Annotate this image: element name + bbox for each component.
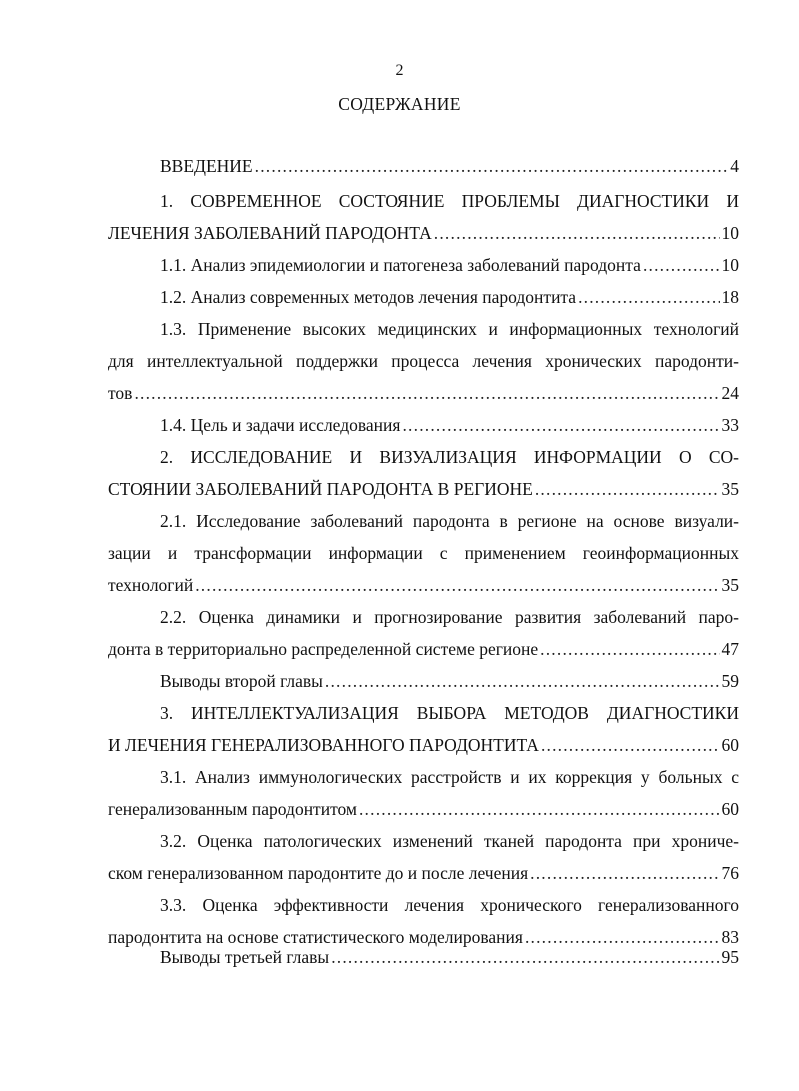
toc-entry-text: Выводы третьей главы	[160, 947, 330, 967]
toc-entry-line-continued	[160, 605, 739, 629]
toc-entry-line	[108, 733, 739, 757]
toc-page-number: 83	[721, 927, 739, 947]
toc-entry-text: 1.1. Анализ эпидемиологии и патогенеза заболеваний пародонта	[160, 255, 641, 275]
page-title: СОДЕРЖАНИЕ	[338, 94, 461, 114]
toc-entry-line-continued	[108, 541, 739, 565]
toc-page-number: 60	[721, 735, 739, 755]
dot-leader	[643, 253, 720, 277]
toc-page-number: 59	[721, 671, 739, 691]
toc-entry-line	[108, 221, 739, 245]
toc-page-number: 33	[721, 415, 739, 435]
dot-leader	[530, 861, 719, 885]
toc-entry-line	[108, 861, 739, 885]
toc-entry-text: ВВЕДЕНИЕ	[160, 156, 253, 176]
toc-entry-line	[160, 154, 739, 178]
toc-entry-line-continued	[160, 317, 739, 341]
toc-page-number: 10	[721, 223, 739, 243]
toc-entry-line-continued	[160, 701, 739, 725]
toc-entry-line	[108, 381, 739, 405]
page-number: 2	[395, 62, 404, 79]
toc-entry-line	[160, 413, 739, 437]
toc-entry-text: 3. ИНТЕЛЛЕКТУАЛИЗАЦИЯ ВЫБОРА МЕТОДОВ ДИАГНОСТИКИ	[160, 703, 739, 723]
toc-entry-line	[160, 285, 739, 309]
toc-page-number: 35	[721, 479, 739, 499]
toc-entry-text: 3.2. Оценка патологических изменений тканей пародонта при хрониче-	[160, 831, 739, 851]
dot-leader	[359, 797, 720, 821]
toc-page-number: 18	[721, 287, 739, 307]
toc-entry-text: 2. ИССЛЕДОВАНИЕ И ВИЗУАЛИЗАЦИЯ ИНФОРМАЦИИ О СО-	[160, 447, 739, 467]
dot-leader	[535, 477, 720, 501]
toc-entry-text: Выводы второй главы	[160, 671, 323, 691]
dot-leader	[540, 637, 719, 661]
toc-entry-line-continued	[160, 509, 739, 533]
toc-entry-text: 2.1. Исследование заболеваний пародонта в регионе на основе визуали-	[160, 511, 739, 531]
toc-entry-line-continued	[160, 189, 739, 213]
toc-entry-text: ЛЕЧЕНИЯ ЗАБОЛЕВАНИЙ ПАРОДОНТА	[108, 223, 432, 243]
toc-entry-line-continued	[108, 349, 739, 373]
toc-entry-line	[108, 477, 739, 501]
dot-leader	[195, 573, 719, 597]
toc-entry-text: пародонтита на основе статистического моделирования	[108, 927, 523, 947]
toc-page-number: 24	[721, 383, 739, 403]
toc-entry-line-continued	[160, 445, 739, 469]
toc-entry-text: СТОЯНИИ ЗАБОЛЕВАНИЙ ПАРОДОНТА В РЕГИОНЕ	[108, 479, 533, 499]
toc-entry-line-continued	[160, 893, 739, 917]
toc-page-number: 4	[730, 156, 739, 176]
dot-leader	[541, 733, 720, 757]
toc-page-number: 76	[721, 863, 739, 883]
toc-entry-line	[108, 573, 739, 597]
toc-entry-text: для интеллектуальной поддержки процесса лечения хронических пародонти-	[108, 351, 739, 371]
toc-entry-line	[160, 253, 739, 277]
dot-leader	[134, 381, 719, 405]
dot-leader	[434, 221, 720, 245]
toc-entry-text: 1.3. Применение высоких медицинских и информационных технологий	[160, 319, 739, 339]
dot-leader	[402, 413, 719, 437]
toc-entry-text: 3.3. Оценка эффективности лечения хронического генерализованного	[160, 895, 739, 915]
toc-entry-line	[108, 637, 739, 661]
toc-entry-text: 1. СОВРЕМЕННОЕ СОСТОЯНИЕ ПРОБЛЕМЫ ДИАГНОСТИКИ И	[160, 191, 739, 211]
dot-leader	[578, 285, 719, 309]
toc-page-number: 47	[721, 639, 739, 659]
toc-entry-line	[160, 669, 739, 693]
toc-entry-text: 3.1. Анализ иммунологических расстройств и их коррекция у больных с	[160, 767, 739, 787]
toc-entry-text: донта в территориально распределенной системе регионе	[108, 639, 539, 659]
toc-entry-text: 1.4. Цель и задачи исследования	[160, 415, 401, 435]
toc-entry-text: технологий	[108, 575, 194, 595]
toc-entry-line-continued	[160, 765, 739, 789]
toc-page-number: 35	[721, 575, 739, 595]
toc-entry-line	[160, 945, 739, 969]
toc-entry-text: зации и трансформации информации с применением геоинформационных	[108, 543, 739, 563]
toc-entry-text: генерализованным пародонтитом	[108, 799, 357, 819]
toc-entry-text: тов	[108, 383, 133, 403]
toc-entry-text: 1.2. Анализ современных методов лечения пародонтита	[160, 287, 577, 307]
toc-entry-text: И ЛЕЧЕНИЯ ГЕНЕРАЛИЗОВАННОГО ПАРОДОНТИТА	[108, 735, 539, 755]
toc-page-number: 95	[721, 947, 739, 967]
dot-leader	[255, 154, 729, 178]
toc-page-number: 60	[721, 799, 739, 819]
toc-entry-text: ском генерализованном пародонтите до и после лечения	[108, 863, 529, 883]
toc-entry-text: 2.2. Оценка динамики и прогнозирование развития заболеваний паро-	[160, 607, 739, 627]
toc-page-number: 10	[721, 255, 739, 275]
dot-leader	[331, 945, 719, 969]
toc-entry-line-continued	[160, 829, 739, 853]
dot-leader	[325, 669, 720, 693]
toc-entry-line	[108, 797, 739, 821]
